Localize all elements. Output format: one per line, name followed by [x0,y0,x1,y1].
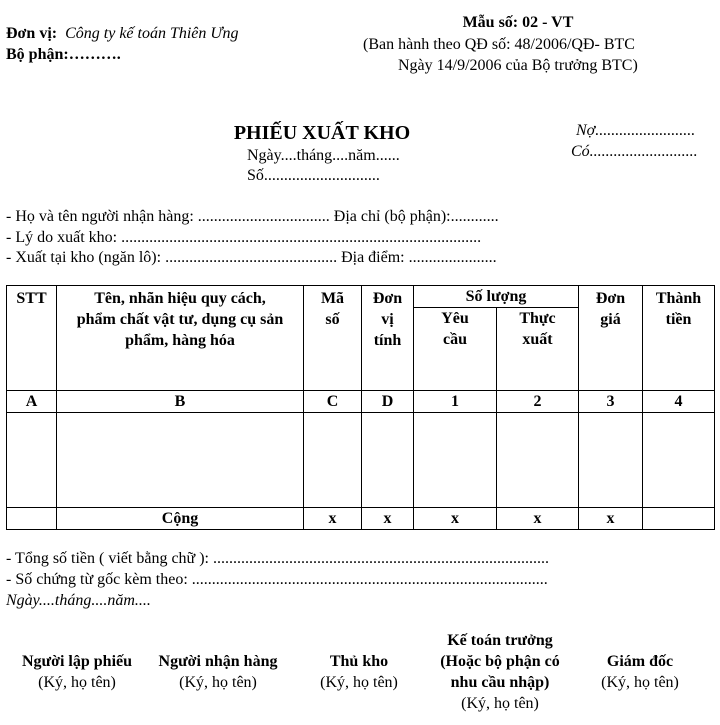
signature-storekeeper: Thủ kho (Ký, họ tên) [320,653,398,691]
total-qty-actual: x [497,508,579,530]
column-code: B [57,391,304,413]
signature-preparer: Người lập phiếu (Ký, họ tên) [21,653,133,691]
table-cell [579,413,643,508]
debit-line: Nợ......................... [576,122,696,139]
header-qty-actual: Thực xuất [497,308,579,391]
header-unit-price: Đơn giá [579,286,643,391]
total-label: Cộng [57,508,304,530]
header-amount: Thành tiền [643,286,715,391]
total-qty-requested: x [414,508,497,530]
attached-documents: - Số chứng từ gốc kèm theo: ......................................................................................... [6,571,548,588]
table-cell [7,508,57,530]
header-unit: Đơn vị tính [362,286,414,391]
table-cell [497,413,579,508]
column-code-row [7,391,715,413]
empty-items-row [7,413,715,508]
receiver-field: - Họ và tên người nhận hàng: ................................. Địa chỉ (bộ phận):............ [6,208,499,225]
reason-field: - Lý do xuất kho: .......................................................................................... [6,229,482,246]
table-cell [304,413,362,508]
total-unit: x [362,508,414,530]
table-cell [362,413,414,508]
table-cell [7,413,57,508]
dept-label: Bộ phận:………. [6,46,121,63]
total-row [7,508,715,530]
column-code: 1 [414,391,497,413]
header-qty-requested: Yêu cầu [414,308,497,391]
total-code: x [304,508,362,530]
table-cell [414,413,497,508]
signature-receiver: Người nhận hàng (Ký, họ tên) [158,653,278,691]
table-cell [643,508,715,530]
total-in-words: - Tổng số tiền ( viết bằng chữ ): .................................................................................... [6,550,549,567]
column-code: 3 [579,391,643,413]
document-title: PHIẾU XUẤT KHO [233,122,411,144]
unit-line [6,24,238,44]
header-code: Mã số [304,286,362,391]
signature-director: Giám đốc (Ký, họ tên) [601,653,679,691]
form-code: Mẫu số: 02 - VT [462,14,574,31]
items-table [6,285,715,530]
title-number-line: Số............................. [247,167,380,184]
column-code: D [362,391,414,413]
issued-line-1: (Ban hành theo QĐ số: 48/2006/QĐ- BTC [363,36,635,53]
footer-date-line: Ngày....tháng....năm.... [6,592,151,609]
column-code: A [7,391,57,413]
column-code: 2 [497,391,579,413]
header-stt: STT [7,286,57,391]
total-unit-price: x [579,508,643,530]
column-code: 4 [643,391,715,413]
header-item-name: Tên, nhãn hiệu quy cách, phẩm chất vật tư, dụng cụ sản phẩm, hàng hóa [57,286,304,391]
table-cell [643,413,715,508]
table-cell [57,413,304,508]
credit-line: Có........................... [571,143,698,160]
warehouse-field: - Xuất tại kho (ngăn lô): ........................................... Địa điểm: ...................... [6,249,497,266]
unit-value: Công ty kế toán Thiên Ưng [65,25,239,42]
unit-label: Đơn vị: [6,25,58,42]
issued-line-2: Ngày 14/9/2006 của Bộ trưởng BTC) [398,57,638,74]
title-date-line: Ngày....tháng....năm...... [247,147,400,164]
header-quantity: Số lượng [414,286,579,308]
signature-chief-accountant: Kế toán trưởng (Hoặc bộ phận có nhu cầu nhập) (Ký, họ tên) [440,632,560,712]
column-code: C [304,391,362,413]
